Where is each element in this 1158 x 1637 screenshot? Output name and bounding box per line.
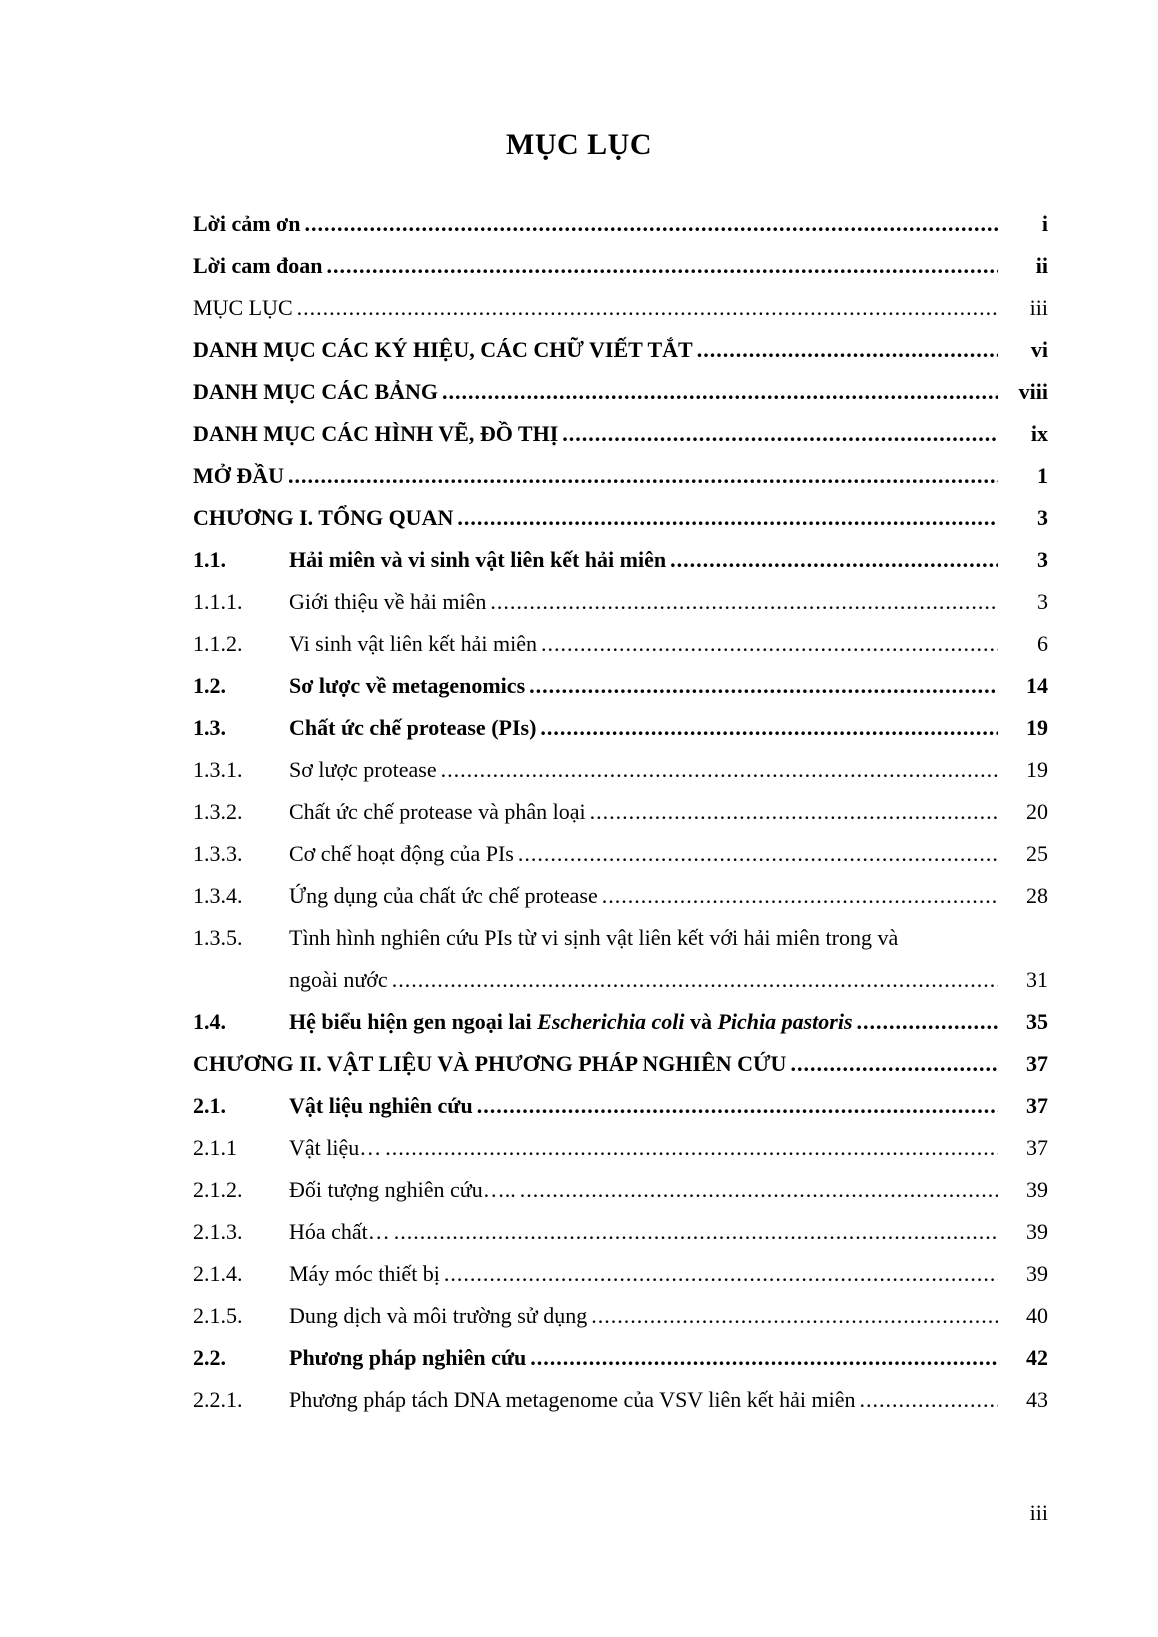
toc-entry-title: Chất ức chế protease và phân loại: [289, 799, 586, 824]
toc-entry[interactable]: [193, 837, 1048, 867]
toc-dot-leader: [562, 421, 998, 447]
toc-entry-page: 20: [1026, 799, 1048, 824]
toc-entry[interactable]: [193, 1173, 1048, 1203]
toc-dot-leader: [457, 505, 998, 531]
toc-entry-page: ix: [1030, 421, 1048, 446]
toc-entry-title: Ứng dụng của chất ức chế protease: [289, 883, 598, 908]
toc-entry-number: 1.1.2.: [193, 631, 243, 656]
toc-dot-leader: [590, 799, 998, 825]
toc-entry[interactable]: [193, 1299, 1048, 1329]
toc-entry-number: 2.2.1.: [193, 1387, 243, 1412]
title-part: và: [684, 1009, 718, 1034]
toc-entry[interactable]: [193, 1383, 1048, 1413]
toc-entry-page: iii: [1029, 295, 1048, 320]
toc-dot-leader: [860, 1387, 998, 1413]
toc-entry-title: Phương pháp nghiên cứu: [289, 1345, 527, 1370]
toc-entry-title: MỤC LỤC: [193, 295, 293, 320]
toc-entry[interactable]: [193, 795, 1048, 825]
toc-entry-page: ii: [1035, 253, 1048, 278]
toc-entry[interactable]: [193, 417, 1048, 447]
toc-entry[interactable]: [193, 1047, 1048, 1077]
toc-entry[interactable]: [193, 879, 1048, 909]
toc-entry-page: 39: [1026, 1219, 1048, 1244]
toc-entry-page: 31: [1026, 967, 1048, 992]
toc-entry-title: CHƯƠNG II. VẬT LIỆU VÀ PHƯƠNG PHÁP NGHIÊN CỨU: [193, 1051, 787, 1076]
toc-dot-leader: [394, 1219, 998, 1245]
toc-entry[interactable]: [193, 1215, 1048, 1245]
page-title: MỤC LỤC: [506, 128, 652, 161]
toc-entry-number: 2.1.: [193, 1093, 226, 1118]
toc-entry-title: [289, 1009, 853, 1035]
toc-entry-continuation[interactable]: [193, 963, 1048, 993]
toc-entry-page: i: [1041, 211, 1048, 236]
toc-entry-page: 39: [1026, 1177, 1048, 1202]
toc-entry-page: 1: [1037, 463, 1048, 488]
toc-dot-leader: [790, 1051, 998, 1077]
toc-entry-number: 2.1.3.: [193, 1219, 243, 1244]
toc-entry-page: 3: [1037, 547, 1048, 572]
toc-entry-title: MỞ ĐẦU: [193, 463, 285, 488]
toc-entry[interactable]: [193, 1257, 1048, 1287]
toc-dot-leader: [490, 589, 998, 615]
toc-entry-title: Vi sinh vật liên kết hải miên: [289, 631, 537, 656]
toc-entry-page: viii: [1018, 379, 1048, 404]
toc-entry-page: vi: [1030, 337, 1048, 362]
toc-dot-leader: [444, 1261, 998, 1287]
toc-entry-title: Vật liệu nghiên cứu: [289, 1093, 473, 1118]
toc-entry[interactable]: [193, 207, 1048, 237]
toc-entry-title: Hải miên và vi sinh vật liên kết hải miên: [289, 547, 667, 572]
page-number: iii: [1029, 1500, 1048, 1525]
toc-dot-leader: [670, 547, 998, 573]
toc-dot-leader: [518, 841, 998, 867]
toc-entry-title: DANH MỤC CÁC HÌNH VẼ, ĐỒ THỊ: [193, 421, 559, 446]
toc-entry-title: Máy móc thiết bị: [289, 1261, 440, 1286]
toc-entry-title: Sơ lược protease: [289, 757, 437, 782]
toc-dot-leader: [304, 211, 998, 237]
toc-entry-page: 6: [1037, 631, 1048, 656]
toc-entry[interactable]: [193, 459, 1048, 489]
toc-entry[interactable]: [193, 1005, 1048, 1035]
toc-entry-title: Vật liệu…: [289, 1135, 382, 1160]
toc-entry-title: DANH MỤC CÁC KÝ HIỆU, CÁC CHỮ VIẾT TẮT: [193, 337, 693, 362]
toc-entry[interactable]: [193, 375, 1048, 405]
toc-dot-leader: [529, 673, 998, 699]
toc-entry-page: 19: [1026, 715, 1048, 740]
species-name: Pichia pastoris: [717, 1009, 853, 1034]
toc-entry[interactable]: [193, 1089, 1048, 1119]
toc-entry-number: 2.1.1: [193, 1135, 237, 1160]
toc-entry-number: 1.1.: [193, 547, 226, 572]
toc-entry-title: Dung dịch và môi trường sử dụng: [289, 1303, 588, 1328]
toc-dot-leader: [385, 1135, 998, 1161]
toc-entry-page: 37: [1026, 1093, 1048, 1118]
toc-dot-leader: [857, 1009, 998, 1035]
toc-dot-leader: [602, 883, 998, 909]
toc-entry[interactable]: [193, 1131, 1048, 1161]
toc-dot-leader: [530, 1345, 998, 1371]
toc-dot-leader: [540, 715, 998, 741]
toc-entry-page: 14: [1026, 673, 1048, 698]
toc-entry[interactable]: [193, 1341, 1048, 1371]
toc-entry-title: Lời cam đoan: [193, 253, 323, 278]
toc-entry[interactable]: [193, 543, 1048, 573]
toc-entry[interactable]: [193, 291, 1048, 321]
toc-dot-leader: [288, 463, 998, 489]
toc-entry-number: 2.2.: [193, 1345, 226, 1370]
toc-dot-leader: [327, 253, 998, 279]
species-name: Escherichia coli: [537, 1009, 685, 1034]
toc-dot-leader: [541, 631, 998, 657]
toc-entry-number: 1.3.5.: [193, 925, 243, 950]
toc-entry-title: Lời cảm ơn: [193, 211, 301, 236]
toc-dot-leader: [442, 379, 998, 405]
toc-entry-page: 35: [1026, 1009, 1048, 1034]
toc-entry-title: CHƯƠNG I. TỔNG QUAN: [193, 505, 454, 530]
toc-dot-leader: [392, 967, 998, 993]
toc-dot-leader: [591, 1303, 998, 1329]
title-part: Hệ biểu hiện gen ngoại lai: [289, 1009, 538, 1034]
toc-entry-number: 1.1.1.: [193, 589, 243, 614]
toc-entry-page: 37: [1026, 1051, 1048, 1076]
toc-dot-leader: [697, 337, 998, 363]
toc-entry-title: DANH MỤC CÁC BẢNG: [193, 379, 439, 404]
toc-entry-title: ngoài nước: [289, 967, 388, 992]
toc-entry-title: Giới thiệu về hải miên: [289, 589, 487, 614]
toc-entry-number: 1.4.: [193, 1009, 226, 1034]
toc-entry[interactable]: [193, 921, 1048, 951]
toc-entry-number: 1.3.: [193, 715, 226, 740]
toc-entry[interactable]: [193, 585, 1048, 615]
toc-entry-number: 1.3.2.: [193, 799, 243, 824]
toc-entry-number: 2.1.2.: [193, 1177, 243, 1202]
toc-entry-page: 43: [1026, 1387, 1048, 1412]
toc-entry[interactable]: [193, 249, 1048, 279]
toc-entry[interactable]: [193, 501, 1048, 531]
toc-entry-page: 3: [1037, 505, 1048, 530]
toc-entry-number: 1.2.: [193, 673, 226, 698]
toc-entry-title: Chất ức chế protease (PIs): [289, 715, 537, 740]
toc-entry[interactable]: [193, 711, 1048, 741]
toc-entry-page: 39: [1026, 1261, 1048, 1286]
toc-dot-leader: [477, 1093, 998, 1119]
toc-entry-title: Đối tượng nghiên cứu…..: [289, 1177, 516, 1202]
toc-entry-title: Hóa chất…: [289, 1219, 390, 1244]
toc-entry[interactable]: [193, 627, 1048, 657]
toc-entry-number: 2.1.5.: [193, 1303, 243, 1328]
toc-entry[interactable]: [193, 753, 1048, 783]
toc-entry-title: Sơ lược về metagenomics: [289, 673, 526, 698]
toc-dot-leader: [441, 757, 998, 783]
toc-entry-title: Phương pháp tách DNA metagenome của VSV liên kết hải miên: [289, 1387, 856, 1412]
toc-entry[interactable]: [193, 669, 1048, 699]
toc-entry-number: 1.3.1.: [193, 757, 243, 782]
toc-entry-title: Cơ chế hoạt động của PIs: [289, 841, 514, 866]
toc-entry-page: 37: [1026, 1135, 1048, 1160]
toc-entry-number: 1.3.3.: [193, 841, 243, 866]
toc-entry-title: Tình hình nghiên cứu PIs từ vi sịnh vật liên kết với hải miên trong và: [289, 925, 899, 950]
toc-entry-number: 1.3.4.: [193, 883, 243, 908]
toc-entry-page: 25: [1026, 841, 1048, 866]
toc-entry-page: 40: [1026, 1303, 1048, 1328]
toc-dot-leader: [297, 295, 998, 321]
toc-entry-page: 28: [1026, 883, 1048, 908]
toc-entry[interactable]: [193, 333, 1048, 363]
toc-entry-page: 19: [1026, 757, 1048, 782]
toc-dot-leader: [520, 1177, 998, 1203]
toc-entry-number: 2.1.4.: [193, 1261, 243, 1286]
toc-entry-page: 42: [1026, 1345, 1048, 1370]
toc-entry-page: 3: [1037, 589, 1048, 614]
